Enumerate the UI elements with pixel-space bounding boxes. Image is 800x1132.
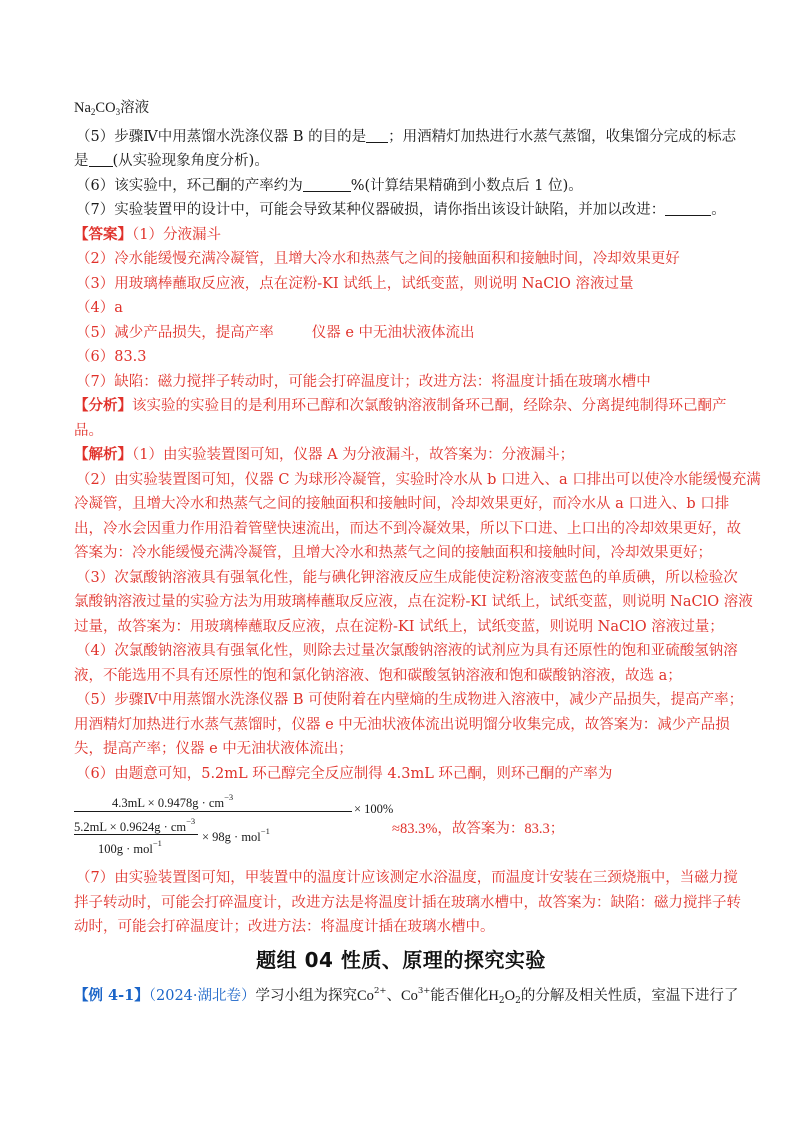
explanation-p4-l1: （4）次氯酸钠溶液具有强氧化性，则除去过量次氯酸钠溶液的试剂应为具有还原性的饱和亚硫酸氢钠溶 [76,643,738,659]
explanation-p2-l3: 出，冷水会因重力作用沿着管壁快速流出，而达不到冷凝效果，所以下口进、上口出的冷却效果更好，故 [74,520,741,537]
example-4-1: 【例 4-1】（2024·湖北卷）学习小组为探究$Co^{2+}$、$Co^{3+}$能否催化$H_2O_2$的分解及相关性质，室温下进行了 [74,985,739,1006]
analysis-line-1: 【分析】该实验的实验目的是利用环己醇和次氯酸钠溶液制备环己酮，经除杂、分离提纯制得环己酮产 [74,397,727,414]
explanation-p5-l2: 用酒精灯加热进行水蒸气蒸馏时，仪器 e 中无油状液体流出说明馏分收集完成，故答案为：减少产品损 [74,716,730,733]
question-5-cont: 是 (从实验现象角度分析)。 [74,153,269,169]
explanation-p7-l3: 动时，可能会打碎温度计；改进方法：将温度计插在玻璃水槽中。 [74,919,495,935]
answer-line-5: （5）减少产品损失，提高产率 仪器 e 中无油状液体流出 [76,324,475,341]
explanation-p2-l2: 冷凝管，且增大冷水和热蒸气之间的接触面积和接触时间，冷却效果更好，而冷水从 a 口进入、b 口排 [74,496,730,512]
answer-line-1: 【答案】（1）分液漏斗 [74,225,221,243]
explanation-p3-l2: 氯酸钠溶液过量的实验方法为用玻璃棒蘸取反应液，点在淀粉-KI 试纸上，试纸变蓝，则说明 NaClO 溶液 [74,594,753,610]
page-content [74,96,761,1013]
question-6: （6）该实验中，环己酮的产率约为 %(计算结果精确到小数点后 1 位)。 [76,177,583,194]
explanation-p2-l1: （2）由实验装置图可知，仪器 C 为球形冷凝管，实验时冷水从 b 口进入、a 口排出可以使冷水能缓慢充满 [76,471,761,488]
question-5: （5）步骤Ⅳ中用蒸馏水洗涤仪器 B 的目的是 ；用酒精灯加热进行水蒸气蒸馏，收集馏分完成的标志 [76,128,737,145]
explanation-p3-l3: 过量，故答案为：用玻璃棒蘸取反应液，点在淀粉-KI 试纸上，试纸变蓝，则说明 NaClO 溶液过量； [74,618,724,635]
question-7: （7）实验装置甲的设计中，可能会导致某种仪器破损，请你指出该设计缺陷，并加以改进： 。 [76,202,726,218]
formula-result: ≈83.3%，故答案为：83.3； [392,821,565,837]
answer-line-4: （4）a [76,300,123,316]
explanation-p7-l1: （7）由实验装置图可知，甲装置中的温度计应该测定水浴温度，而温度计安装在三颈烧瓶中，当磁力搅 [76,870,738,886]
formula-times-100: × 100% [354,802,394,816]
explanation-p7-l2: 拌子转动时，可能会打碎温度计，改进方法是将温度计插在玻璃水槽中，故答案为：缺陷：磁力搅拌子转 [74,894,741,911]
reagent-label: $Na_2CO_3$溶液 [74,100,150,117]
answer-blank [366,128,388,143]
answer-line-2: （2）冷水能缓慢充满冷凝管，且增大冷水和热蒸气之间的接触面积和接触时间，冷却效果更好 [76,251,680,267]
section-title: 题组 04 性质、原理的探究实验 [256,947,546,972]
formula-inner-bar [74,834,198,835]
formula-times-98: × 98g · mol$^{-1}$ [202,826,270,844]
formula-denominator-bottom: 100g · mol$^{-1}$ [98,838,162,856]
explanation-p6-l1: （6）由题意可知，5.2mL 环己醇完全反应制得 4.3mL 环己酮，则环己酮的产率为 [76,765,613,782]
explanation-p4-l2: 液，不能选用不具有还原性的饱和氯化钠溶液、饱和碳酸氢钠溶液和饱和碳酸钠溶液，故选 a； [74,667,682,684]
yield-formula [74,790,728,860]
formula-main-bar [74,811,352,812]
answer-line-6: （6）83.3 [76,349,147,365]
answer-line-3: （3）用玻璃棒蘸取反应液，点在淀粉-KI 试纸上，试纸变蓝，则说明 NaClO 溶液过量 [76,275,634,292]
formula-numerator: $4.3mL \times 0.9478g \cdot cm^{-3}$ [112,792,234,810]
explanation-p2-l4: 答案为：冷水能缓慢充满冷凝管，且增大冷水和热蒸气之间的接触面积和接触时间，冷却效果更好； [74,545,712,561]
formula-denominator-top: $5.2mL \times 0.9624g \cdot cm^{-3}$ [74,816,196,834]
explanation-p1: 【解析】（1）由实验装置图可知，仪器 A 为分液漏斗，故答案为：分液漏斗； [74,446,575,463]
explanation-p3-l1: （3）次氯酸钠溶液具有强氧化性，能与碘化钾溶液反应生成能使淀粉溶液变蓝色的单质碘，所以检验次 [76,569,738,586]
answer-blank [303,177,351,192]
explanation-p5-l3: 失，提高产率；仪器 e 中无油状液体流出； [74,741,353,757]
answer-blank [89,152,113,167]
explanation-p5-l1: （5）步骤Ⅳ中用蒸馏水洗涤仪器 B 可使附着在内壁熵的生成物进入溶液中，减少产品损失，提高产率； [76,692,744,708]
answer-line-7: （7）缺陷：磁力搅拌子转动时，可能会打碎温度计；改进方法：将温度计插在玻璃水槽中 [76,373,651,390]
answer-blank [665,201,711,216]
analysis-line-2: 品。 [74,422,103,439]
